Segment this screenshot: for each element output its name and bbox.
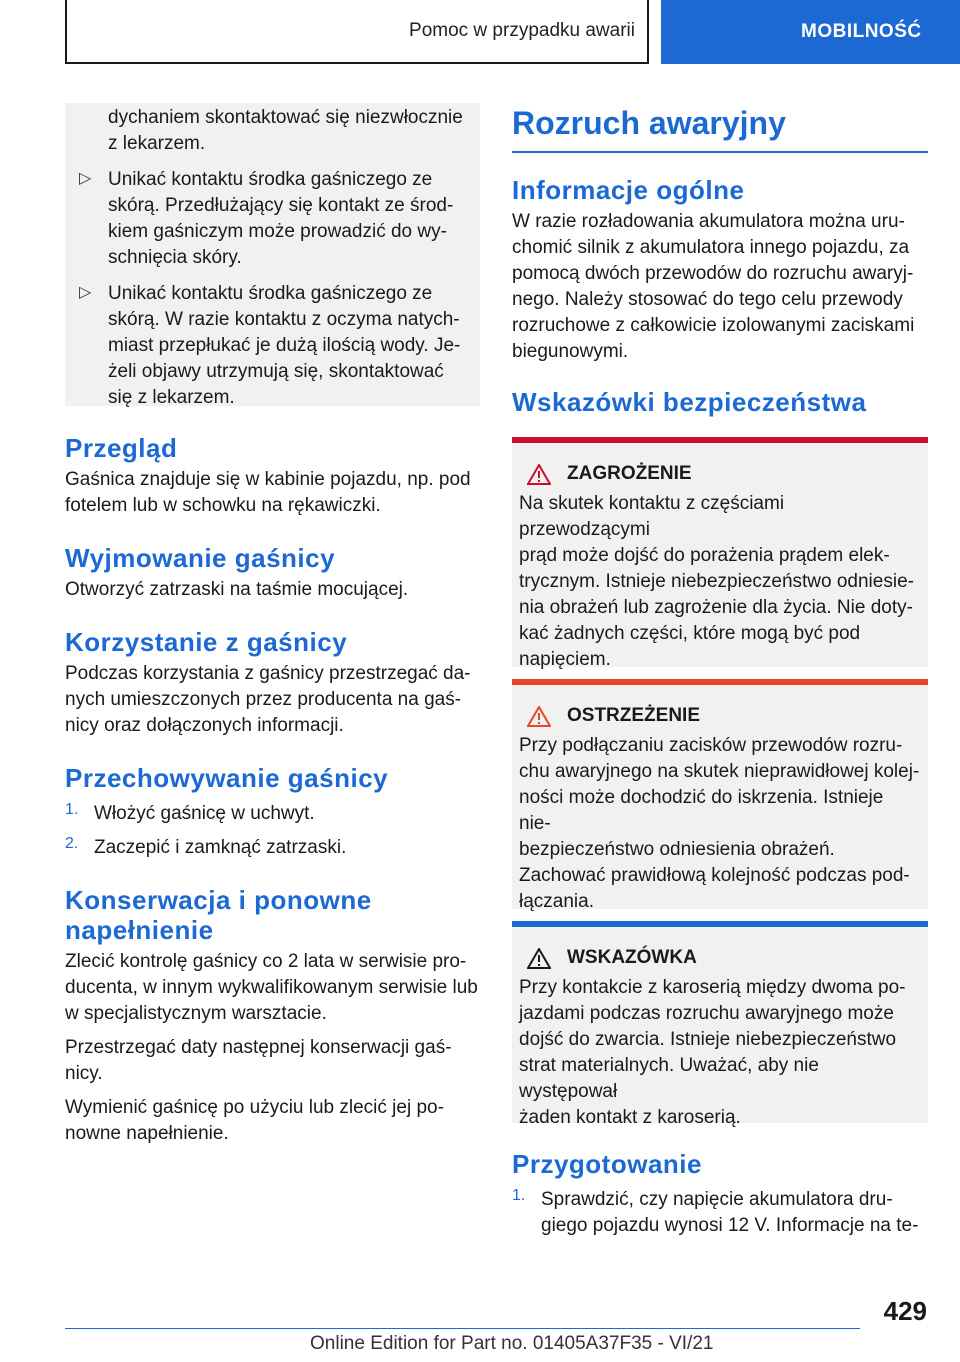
warning-label: ZAGROŻENIE — [567, 463, 692, 484]
step-number: 2. — [65, 835, 79, 852]
note-bullet — [79, 281, 464, 411]
heading-informacje: Informacje ogólne — [512, 175, 745, 205]
header-section-box — [65, 0, 649, 64]
warning-title — [527, 947, 920, 969]
heading-korzystanie: Korzystanie z gaśnicy — [65, 627, 348, 657]
bullet-text: Unikać kontaktu środka gaśniczego ze skórą. W razie kontaktu z oczyma natych‐ miast przepłukać je dużą ilością wody. Je‐ żeli objawy utrzymują się, skontaktować się z lekarzem. — [108, 283, 461, 408]
first-aid-note-box — [65, 103, 480, 406]
step-number: 1. — [512, 1187, 526, 1204]
warning-title — [527, 705, 920, 727]
warning-triangle-icon — [527, 948, 551, 969]
warning-triangle-icon — [527, 706, 551, 727]
heading-konserwacja: Konserwacja i ponowne napełnienie — [65, 885, 372, 945]
konserwacja-text-1: Zlecić kontrolę gaśnicy co 2 lata w serwisie pro‐ ducenta, w innym wykwalifikowanym serwisie lub w specjalistycznym warsztacie. — [65, 951, 478, 1024]
step-text: Sprawdzić, czy napięcie akumulatora dru‐ giego pojazdu wynosi 12 V. Informacje na te‐ — [541, 1189, 919, 1236]
step-item — [512, 1187, 928, 1239]
warning-label: WSKAZÓWKA — [567, 947, 697, 968]
triangle-bullet-icon: ▷ — [79, 284, 92, 301]
warning-triangle-icon — [527, 464, 551, 485]
heading-przygotowanie: Przygotowanie — [512, 1149, 702, 1179]
bullet-text: Unikać kontaktu środka gaśniczego ze skórą. Przedłużający się kontakt ze środ‐ kiem gaśniczym może prowadzić do wy‐ schnięcia skóry. — [108, 169, 454, 268]
wyjmowanie-text: Otworzyć zatrzaski na taśmie mocującej. — [65, 579, 409, 600]
edition-text: Online Edition for Part no. 01405A37F35 - VI/21 — [310, 1333, 714, 1354]
heading-przechowywanie: Przechowywanie gaśnicy — [65, 763, 389, 793]
page-number: 429 — [883, 1296, 927, 1326]
header-category-tab[interactable] — [661, 0, 960, 64]
przeglad-text: Gaśnica znajduje się w kabinie pojazdu, np. pod fotelem lub w schowku na rękawiczki. — [65, 469, 471, 516]
step-text: Zaczepić i zamknąć zatrzaski. — [94, 837, 347, 858]
footer-divider — [65, 1328, 860, 1329]
korzystanie-text: Podczas korzystania z gaśnicy przestrzegać da‐ nych umieszczonych przez producenta na gaś‐ nicy oraz dołączonych informacji. — [65, 663, 471, 736]
warning-text: Przy kontakcie z karoserią między dwoma po‐ jazdami podczas rozruchu awaryjnego może dojść do zwarcia. Istnieje niebezpieczeństwo strat materialnych. Uważać, aby nie występował żaden kontakt z karoserią. — [519, 977, 906, 1128]
step-number: 1. — [65, 801, 79, 818]
triangle-bullet-icon: ▷ — [79, 170, 92, 187]
step-item — [65, 801, 480, 827]
heading-wskazowki: Wskazówki bezpieczeństwa — [512, 387, 867, 417]
right-column — [512, 103, 928, 1239]
note-continuation: dychaniem skontaktować się niezwłocznie z lekarzem. — [108, 107, 463, 154]
left-column — [65, 103, 480, 1147]
warning-text: Na skutek kontaktu z częściami przewodzącymi prąd może dojść do porażenia prądem elek‐ trycznym. Istnieje niebezpieczeństwo odniesie‐ nia obrażeń lub zagrożenie dla życia. Nie doty‐ kać żadnych części, które mogą być pod napięciem. — [519, 493, 914, 670]
chapter-title: Rozruch awaryjny — [512, 103, 928, 153]
warning-box-danger — [512, 437, 928, 670]
heading-przeglad: Przegląd — [65, 433, 178, 463]
warning-box-caution — [512, 679, 928, 912]
header-section-title: Pomoc w przypadku awarii — [409, 20, 635, 41]
note-bullet — [79, 167, 464, 271]
heading-wyjmowanie: Wyjmowanie gaśnicy — [65, 543, 336, 573]
step-text: Włożyć gaśnicę w uchwyt. — [94, 803, 315, 824]
warning-title — [527, 463, 920, 485]
konserwacja-text-3: Wymienić gaśnicę po użyciu lub zlecić jej po‐ nowne napełnienie. — [65, 1097, 444, 1144]
warning-text: Przy podłączaniu zacisków przewodów rozru‐ chu awaryjnego na skutek nieprawidłowej kolej‐ ności może dochodzić do iskrzenia. Istnieje nie‐ bezpieczeństwo odniesienia obrażeń. Zachować prawidłową kolejność podczas pod‐ łączania. — [519, 735, 920, 912]
warning-box-notice — [512, 921, 928, 1128]
header-tab-label: MOBILNOŚĆ — [801, 21, 922, 42]
step-item — [65, 835, 480, 861]
warning-label: OSTRZEŻENIE — [567, 705, 701, 726]
informacje-text: W razie rozładowania akumulatora można uru‐ chomić silnik z akumulatora innego pojazdu, za pomocą dwóch przewodów do rozruchu awaryj‐ nego. Należy stosować do tego celu przewody rozruchowe z całkowicie izolowanymi zaciskami biegunowymi. — [512, 211, 915, 362]
konserwacja-text-2: Przestrzegać daty następnej konserwacji gaś‐ nicy. — [65, 1037, 452, 1084]
